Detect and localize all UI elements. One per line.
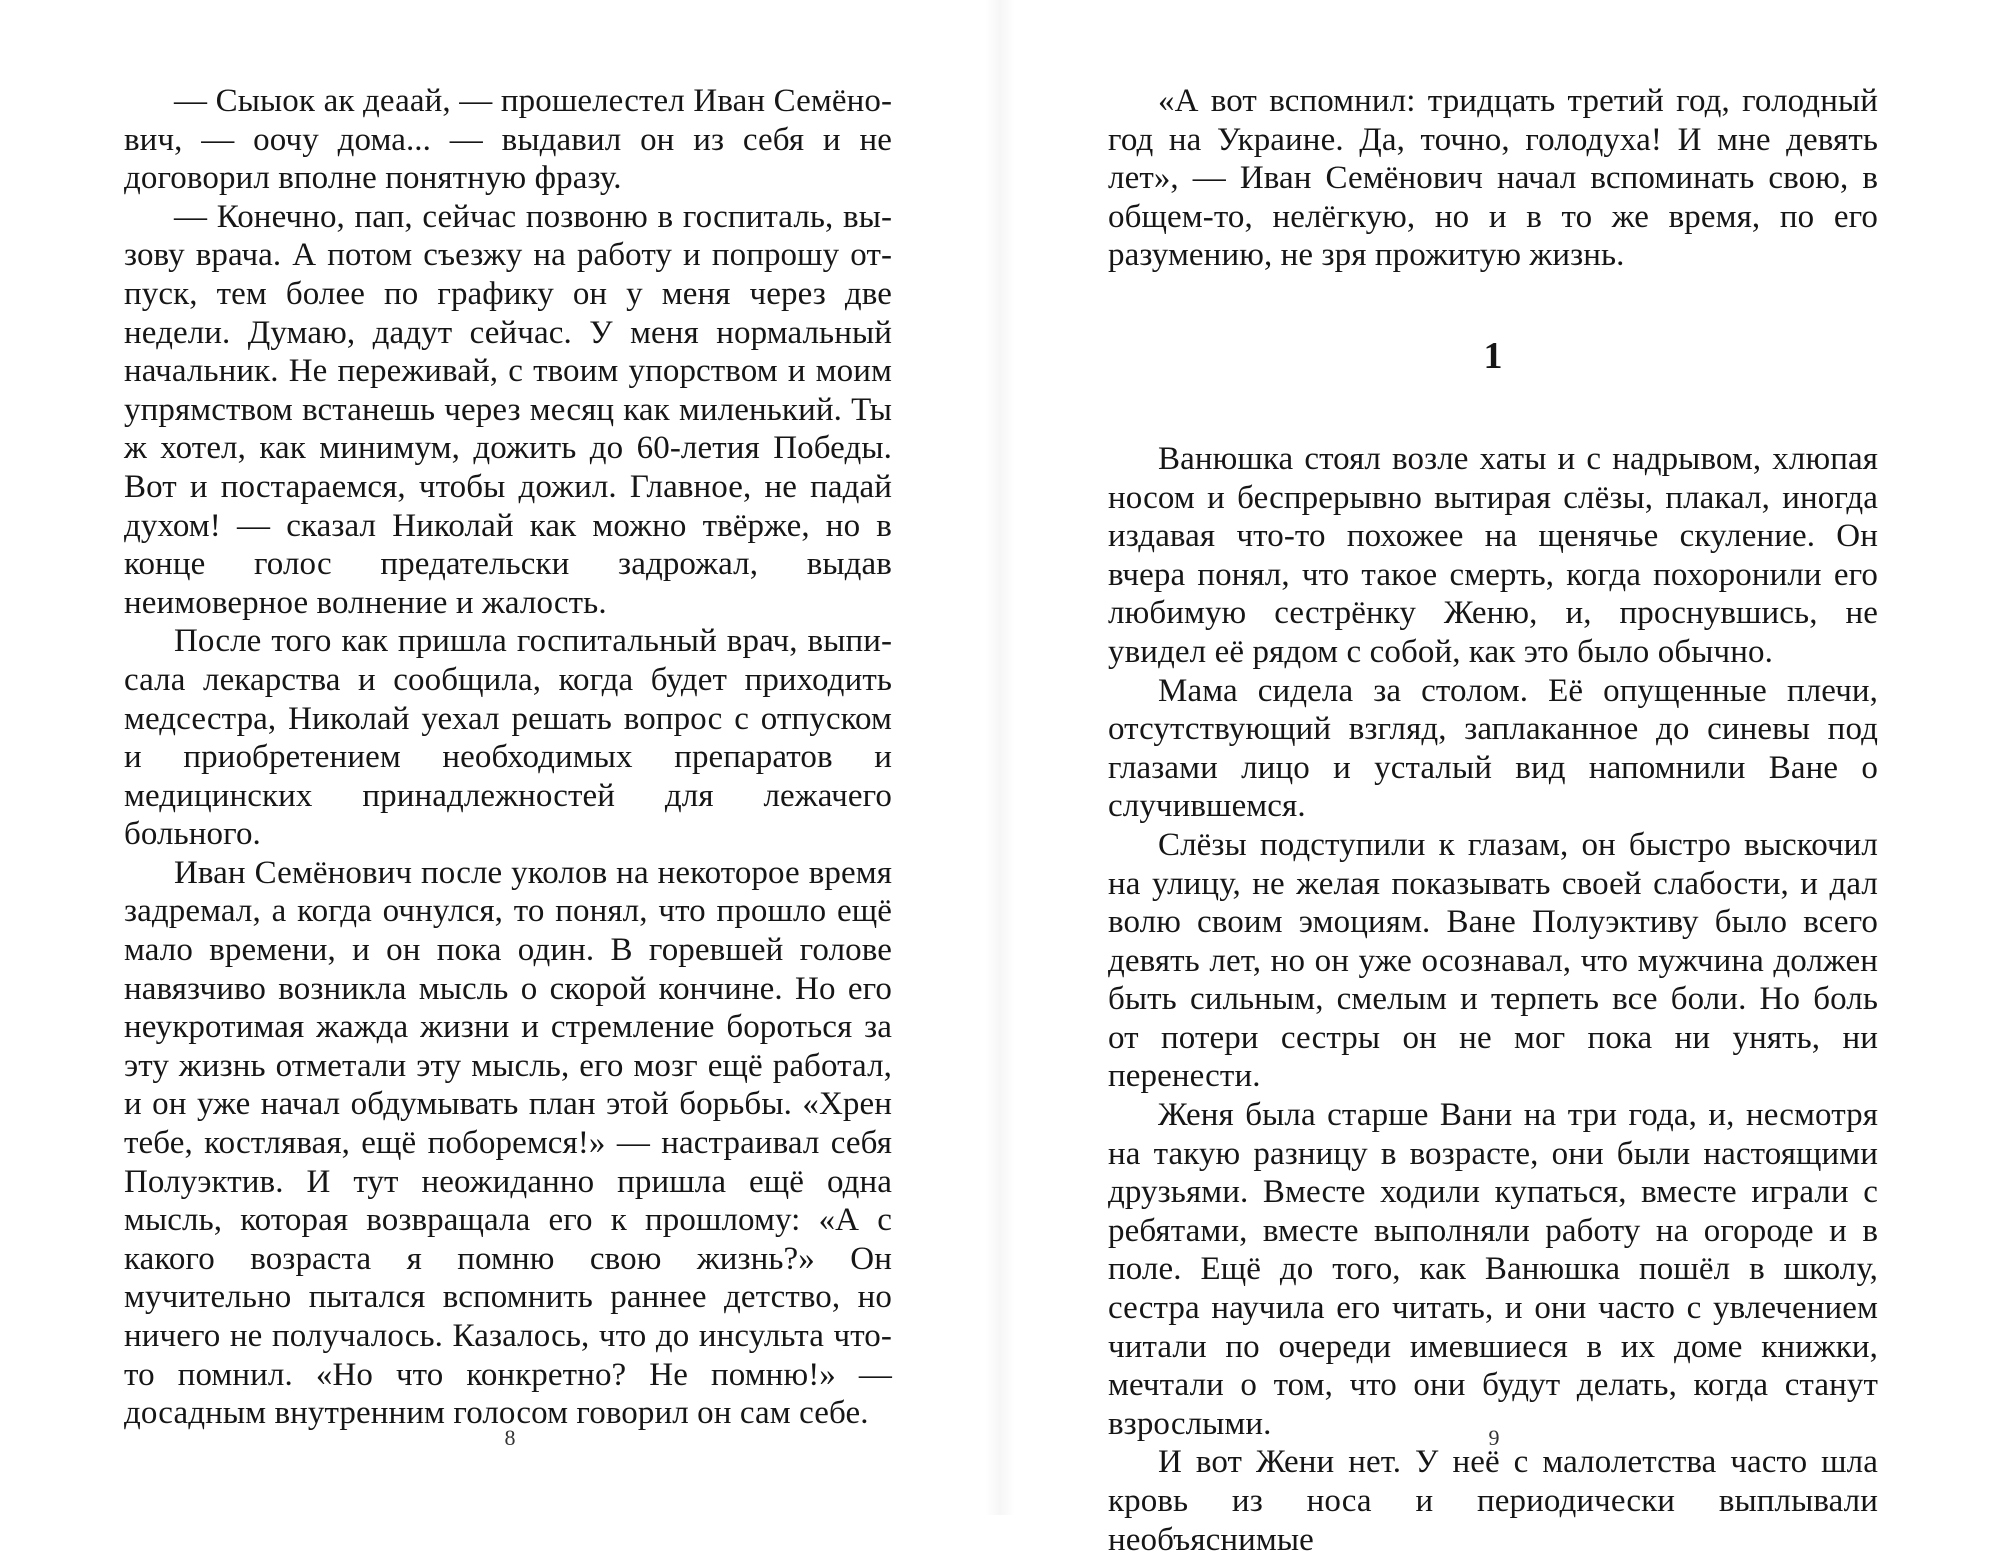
- left-paragraph-2: — Конечно, пап, сейчас позвоню в госпиталь, вызову врача. А потом съезжу на работу и попрошу отпуск, тем более по графику он у меня через две недели. Думаю, дадут сейчас. У меня нормальный начальник. Не переживай, с твоим упорством и моим упрямством встанешь через месяц как миленький. Ты ж хотел, как минимум, дожить до 60-летия Победы. Вот и постараемся, чтобы дожил. Главное, не падай духом! — сказал Николай как можно твёрже, но в конце голос предательски задрожал, выдав неимоверное волнение и жалость.: [124, 198, 892, 621]
- right-intro-paragraph: «А вот вспомнил: тридцать третий год, голодный год на Украине. Да, точно, голодуха! И мне девять лет», — Иван Семёнович начал вспоминать свою, в общем-то, нелёгкую, но и в то же время, по его разумению, не зря прожитую жизнь.: [1108, 83, 1878, 274]
- left-paragraph-1: — Сыыок ак деаай, — прошелестел Иван Семёнович, — оочу дома... — выдавил он из себя и не договорил вполне понятную фразу.: [124, 83, 892, 197]
- left-paragraph-3: После того как пришла госпитальный врач, выписала лекарства и сообщила, когда будет приходить медсестра, Николай уехал решать вопрос с отпуском и приобретением необходимых препаратов и медицинских принадлежностей для лежачего больного.: [124, 623, 892, 853]
- left-page-number: 8: [504, 1425, 516, 1450]
- right-paragraph-2: Мама сидела за столом. Её опущенные плечи, отсутствующий взгляд, заплаканное до синевы под глазами лицо и усталый вид напомнили Ване о случившемся.: [1108, 672, 1878, 825]
- right-paragraph-5: И вот Жени нет. У неё с малолетства часто шла кровь из носа и периодически выплывали необъяснимые: [1108, 1444, 1878, 1558]
- left-page: [124, 82, 892, 1433]
- left-paragraph-4: Иван Семёнович после уколов на некоторое время задремал, а когда очнулся, то понял, что прошло ещё мало времени, и он пока один. В горевшей голове навязчиво возникла мысль о скорой кончине. Но его неукротимая жажда жизни и стремление бороться за эту жизнь отметали эту мысль, его мозг ещё работал, и он уже начал обдумывать план этой борьбы. «Хрен тебе, костлявая, ещё поборемся!» — настраивал себя Полуэктив. И тут неожиданно пришла ещё одна мысль, которая возвращала его к прошлому: «А с какого возраста я помню свою жизнь?» Он мучительно пытался вспомнить раннее детство, но ничего не получалось. Казалось, что до инсульта что-то помнил. «Но что конкретно? Не помню!» — досадным внутренним голосом говорил он сам себе.: [124, 854, 892, 1432]
- right-paragraph-4: Женя была старше Вани на три года, и, несмотря на такую разницу в возрасте, они были настоящими друзьями. Вместе ходили купаться, вместе играли с ребятами, вместе выполняли работу на огороде и в поле. Ещё до того, как Ванюшка пошёл в школу, сестра научила его читать, и они часто с увлечением читали по очереди имевшиеся в их доме книжки, мечтали о том, что они будут делать, когда станут взрослыми.: [1108, 1097, 1878, 1442]
- right-page: [1108, 82, 1878, 1559]
- right-paragraph-1: Ванюшка стоял возле хаты и с надрывом, хлюпая носом и беспрерывно вытирая слёзы, плакал, иногда издавая что-то похожее на щенячье скуление. Он вчера понял, что такое смерть, когда похоронили его любимую сестрёнку Женю, и, проснувшись, не увидел её рядом с собой, как это было обычно.: [1108, 440, 1878, 670]
- chapter-number: 1: [1483, 334, 1503, 377]
- book-gutter: [985, 0, 1015, 1515]
- right-paragraph-3: Слёзы подступили к глазам, он быстро выскочил на улицу, не желая показывать своей слабости, и дал волю своим эмоциям. Ване Полуэктиву было всего девять лет, но он уже осознавал, что мужчина должен быть сильным, смелым и терпеть все боли. Но боль от потери сестры он не мог пока ни унять, ни перенести.: [1108, 826, 1878, 1095]
- right-page-number: 9: [1488, 1425, 1500, 1450]
